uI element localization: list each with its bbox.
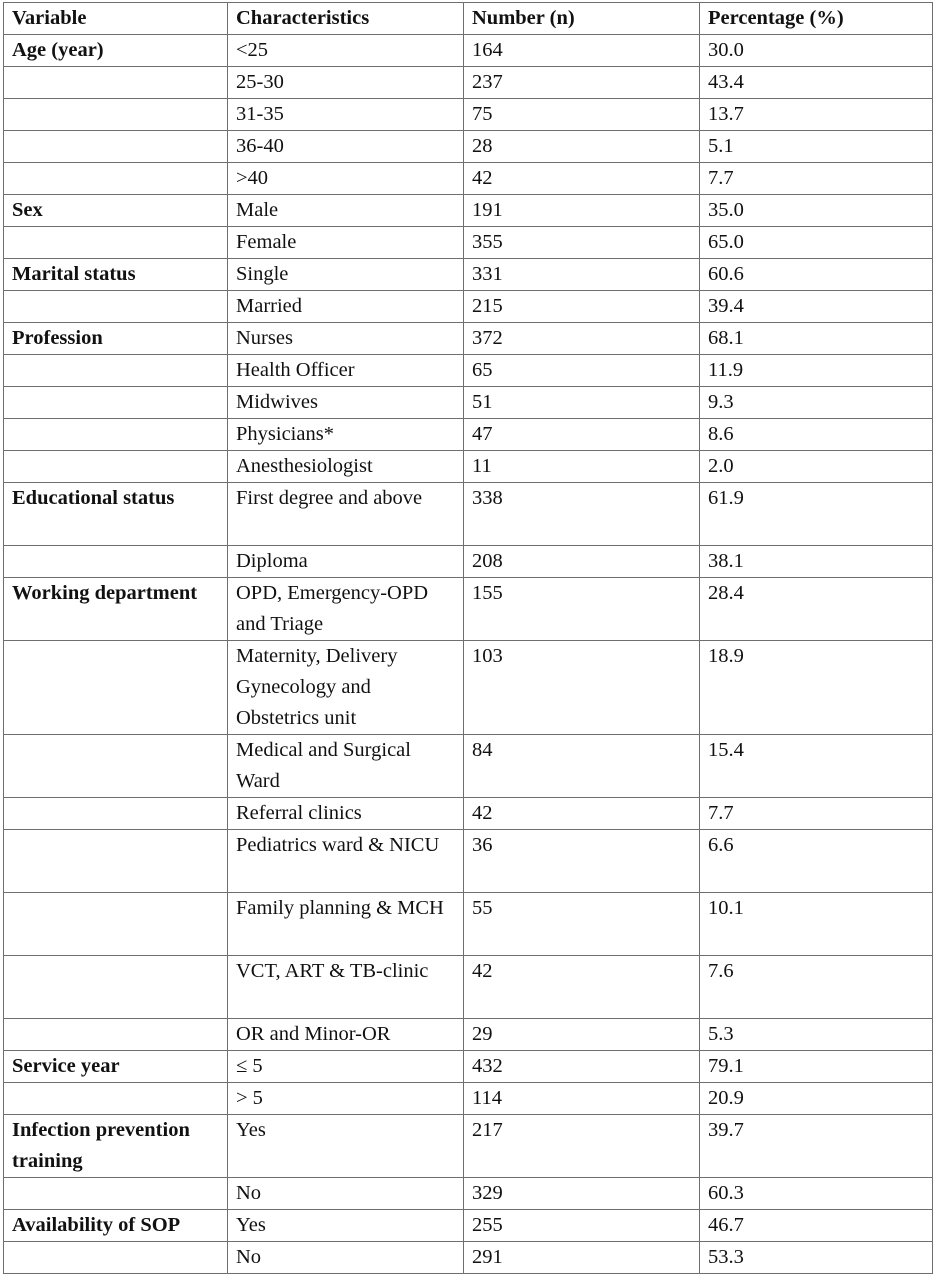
- number-cell: 217: [464, 1115, 700, 1178]
- number-cell: 42: [464, 956, 700, 1019]
- variable-cell: [4, 1019, 228, 1051]
- characteristic-cell: Male: [228, 195, 464, 227]
- characteristic-cell: Physicians*: [228, 419, 464, 451]
- number-cell: 84: [464, 735, 700, 798]
- variable-cell: Age (year): [4, 35, 228, 67]
- characteristic-cell: Married: [228, 291, 464, 323]
- table-row: [4, 483, 933, 546]
- variable-cell: [4, 830, 228, 893]
- number-cell: 65: [464, 355, 700, 387]
- number-cell: 36: [464, 830, 700, 893]
- number-cell: 237: [464, 67, 700, 99]
- characteristic-cell: Female: [228, 227, 464, 259]
- variable-cell: Marital status: [4, 259, 228, 291]
- characteristic-cell: 36-40: [228, 131, 464, 163]
- characteristic-cell: 25-30: [228, 67, 464, 99]
- percentage-cell: 68.1: [700, 323, 933, 355]
- variable-cell: [4, 798, 228, 830]
- variable-cell: [4, 956, 228, 1019]
- characteristic-cell: Midwives: [228, 387, 464, 419]
- number-cell: 164: [464, 35, 700, 67]
- number-cell: 103: [464, 641, 700, 735]
- characteristic-cell: >40: [228, 163, 464, 195]
- table-row: [4, 956, 933, 1019]
- number-cell: 255: [464, 1210, 700, 1242]
- characteristic-cell: Maternity, Delivery Gynecology and Obstetrics unit: [228, 641, 464, 735]
- variable-cell: [4, 546, 228, 578]
- number-cell: 28: [464, 131, 700, 163]
- characteristic-cell: OR and Minor-OR: [228, 1019, 464, 1051]
- characteristic-cell: > 5: [228, 1083, 464, 1115]
- table-row: [4, 1019, 933, 1051]
- percentage-cell: 2.0: [700, 451, 933, 483]
- variable-cell: [4, 227, 228, 259]
- variable-cell: [4, 641, 228, 735]
- percentage-cell: 30.0: [700, 35, 933, 67]
- percentage-cell: 5.3: [700, 1019, 933, 1051]
- characteristic-cell: <25: [228, 35, 464, 67]
- number-cell: 215: [464, 291, 700, 323]
- number-cell: 51: [464, 387, 700, 419]
- characteristic-cell: Health Officer: [228, 355, 464, 387]
- characteristic-cell: ≤ 5: [228, 1051, 464, 1083]
- number-cell: 42: [464, 163, 700, 195]
- header-number: Number (n): [464, 3, 700, 35]
- number-cell: 155: [464, 578, 700, 641]
- characteristic-cell: Referral clinics: [228, 798, 464, 830]
- demographics-table: [3, 2, 933, 1274]
- variable-cell: Service year: [4, 1051, 228, 1083]
- table-row: [4, 1083, 933, 1115]
- table-row: [4, 893, 933, 956]
- variable-cell: [4, 1178, 228, 1210]
- percentage-cell: 60.6: [700, 259, 933, 291]
- number-cell: 331: [464, 259, 700, 291]
- characteristic-cell: Medical and Surgical Ward: [228, 735, 464, 798]
- table-row: [4, 641, 933, 735]
- percentage-cell: 35.0: [700, 195, 933, 227]
- table-row: [4, 355, 933, 387]
- variable-cell: [4, 387, 228, 419]
- header-variable: Variable: [4, 3, 228, 35]
- variable-cell: [4, 451, 228, 483]
- number-cell: 329: [464, 1178, 700, 1210]
- variable-cell: Sex: [4, 195, 228, 227]
- table-body: [4, 35, 933, 1274]
- characteristic-cell: VCT, ART & TB-clinic: [228, 956, 464, 1019]
- table-row: [4, 131, 933, 163]
- table-row: [4, 546, 933, 578]
- header-percentage: Percentage (%): [700, 3, 933, 35]
- variable-cell: [4, 131, 228, 163]
- table-row: [4, 419, 933, 451]
- variable-cell: Educational status: [4, 483, 228, 546]
- variable-cell: [4, 419, 228, 451]
- variable-cell: [4, 291, 228, 323]
- percentage-cell: 39.7: [700, 1115, 933, 1178]
- table-row: [4, 227, 933, 259]
- number-cell: 291: [464, 1242, 700, 1274]
- variable-cell: [4, 893, 228, 956]
- characteristic-cell: Family planning & MCH: [228, 893, 464, 956]
- characteristic-cell: No: [228, 1178, 464, 1210]
- table-row: [4, 291, 933, 323]
- variable-cell: [4, 163, 228, 195]
- percentage-cell: 18.9: [700, 641, 933, 735]
- table-row: [4, 99, 933, 131]
- number-cell: 42: [464, 798, 700, 830]
- percentage-cell: 28.4: [700, 578, 933, 641]
- number-cell: 355: [464, 227, 700, 259]
- characteristic-cell: Pediatrics ward & NICU: [228, 830, 464, 893]
- percentage-cell: 9.3: [700, 387, 933, 419]
- table-row: [4, 259, 933, 291]
- characteristic-cell: Diploma: [228, 546, 464, 578]
- percentage-cell: 11.9: [700, 355, 933, 387]
- table-row: [4, 387, 933, 419]
- table-row: [4, 67, 933, 99]
- number-cell: 75: [464, 99, 700, 131]
- variable-cell: [4, 99, 228, 131]
- variable-cell: [4, 1242, 228, 1274]
- characteristic-cell: Yes: [228, 1115, 464, 1178]
- percentage-cell: 7.7: [700, 798, 933, 830]
- percentage-cell: 60.3: [700, 1178, 933, 1210]
- number-cell: 208: [464, 546, 700, 578]
- table-row: [4, 35, 933, 67]
- table-row: [4, 323, 933, 355]
- characteristic-cell: Anesthesiologist: [228, 451, 464, 483]
- characteristic-cell: Single: [228, 259, 464, 291]
- header-row: [4, 3, 933, 35]
- number-cell: 47: [464, 419, 700, 451]
- table-row: [4, 798, 933, 830]
- variable-cell: Profession: [4, 323, 228, 355]
- variable-cell: Availability of SOP: [4, 1210, 228, 1242]
- number-cell: 114: [464, 1083, 700, 1115]
- number-cell: 338: [464, 483, 700, 546]
- percentage-cell: 13.7: [700, 99, 933, 131]
- number-cell: 432: [464, 1051, 700, 1083]
- table-row: [4, 578, 933, 641]
- percentage-cell: 46.7: [700, 1210, 933, 1242]
- table-row: [4, 195, 933, 227]
- variable-cell: [4, 1083, 228, 1115]
- percentage-cell: 79.1: [700, 1051, 933, 1083]
- variable-cell: Infection prevention training: [4, 1115, 228, 1178]
- percentage-cell: 7.6: [700, 956, 933, 1019]
- header-characteristics: Characteristics: [228, 3, 464, 35]
- number-cell: 29: [464, 1019, 700, 1051]
- characteristic-cell: Nurses: [228, 323, 464, 355]
- percentage-cell: 43.4: [700, 67, 933, 99]
- table-row: [4, 1242, 933, 1274]
- percentage-cell: 10.1: [700, 893, 933, 956]
- percentage-cell: 39.4: [700, 291, 933, 323]
- percentage-cell: 61.9: [700, 483, 933, 546]
- table-row: [4, 163, 933, 195]
- number-cell: 191: [464, 195, 700, 227]
- table-row: [4, 735, 933, 798]
- characteristic-cell: First degree and above: [228, 483, 464, 546]
- percentage-cell: 53.3: [700, 1242, 933, 1274]
- number-cell: 55: [464, 893, 700, 956]
- percentage-cell: 8.6: [700, 419, 933, 451]
- percentage-cell: 65.0: [700, 227, 933, 259]
- variable-cell: [4, 355, 228, 387]
- characteristic-cell: 31-35: [228, 99, 464, 131]
- percentage-cell: 5.1: [700, 131, 933, 163]
- characteristic-cell: No: [228, 1242, 464, 1274]
- table-row: [4, 1178, 933, 1210]
- percentage-cell: 38.1: [700, 546, 933, 578]
- variable-cell: Working department: [4, 578, 228, 641]
- table-row: [4, 451, 933, 483]
- variable-cell: [4, 735, 228, 798]
- percentage-cell: 15.4: [700, 735, 933, 798]
- percentage-cell: 6.6: [700, 830, 933, 893]
- number-cell: 372: [464, 323, 700, 355]
- percentage-cell: 20.9: [700, 1083, 933, 1115]
- characteristic-cell: Yes: [228, 1210, 464, 1242]
- table-row: [4, 830, 933, 893]
- variable-cell: [4, 67, 228, 99]
- table-row: [4, 1051, 933, 1083]
- number-cell: 11: [464, 451, 700, 483]
- percentage-cell: 7.7: [700, 163, 933, 195]
- characteristic-cell: OPD, Emergency-OPD and Triage: [228, 578, 464, 641]
- table-row: [4, 1210, 933, 1242]
- table-row: [4, 1115, 933, 1178]
